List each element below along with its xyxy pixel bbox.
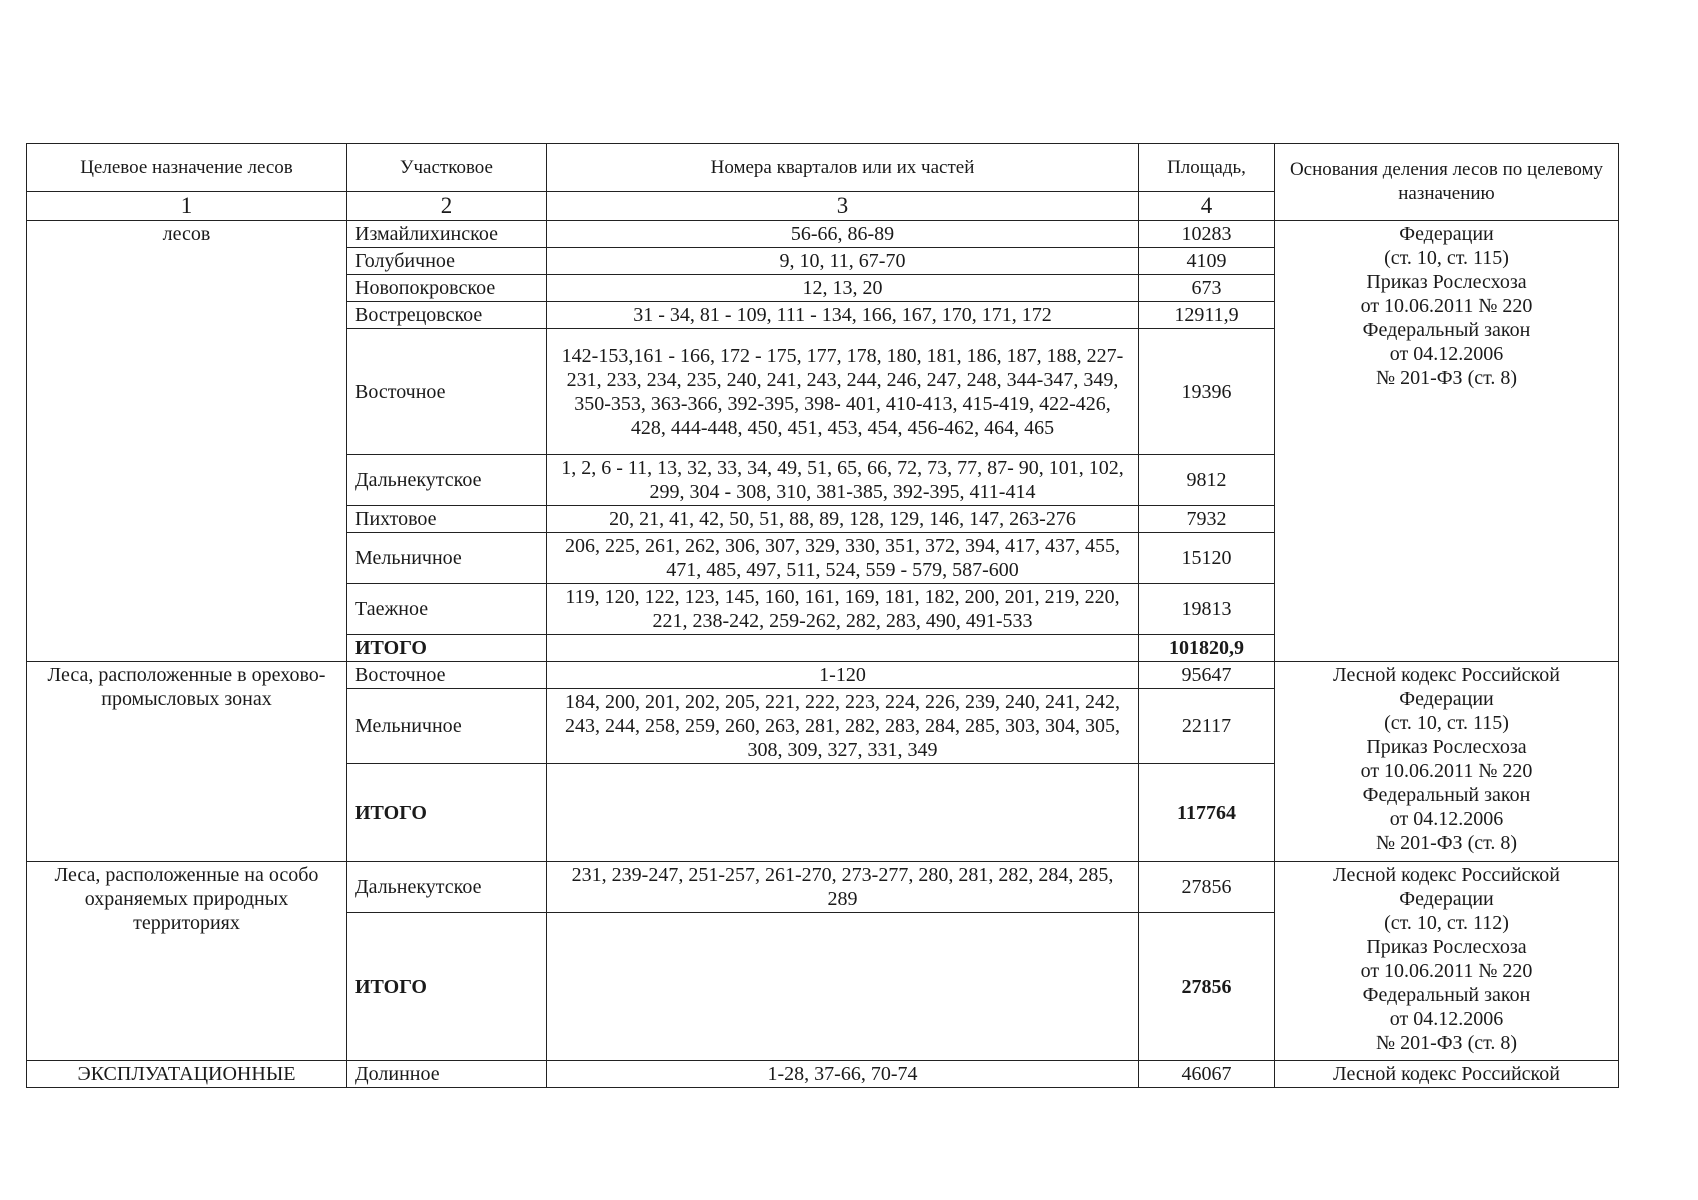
area-cell: 46067: [1139, 1061, 1275, 1088]
total-label: ИТОГО: [347, 913, 547, 1061]
basis-cell-3: [1275, 862, 1619, 1061]
total-label: ИТОГО: [347, 764, 547, 862]
quarters-cell: 20, 21, 41, 42, 50, 51, 88, 89, 128, 129, 146, 147, 263-276: [547, 506, 1139, 533]
table-row: [27, 221, 1619, 248]
total-area: 27856: [1139, 913, 1275, 1061]
column-number-4: 4: [1139, 192, 1275, 221]
area-cell: 15120: [1139, 533, 1275, 584]
basis-line: Федерации: [1399, 223, 1494, 245]
quarters-cell: 1-28, 37-66, 70-74: [547, 1061, 1139, 1088]
basis-cell-1: [1275, 221, 1619, 662]
basis-line: Федеральный закон: [1362, 784, 1531, 806]
quarters-cell: 1-120: [547, 662, 1139, 689]
district-cell: Мельничное: [347, 533, 547, 584]
basis-line: Приказ Рослесхоза: [1366, 271, 1527, 293]
basis-line: Федерации: [1399, 888, 1494, 910]
district-cell: Таежное: [347, 584, 547, 635]
district-cell: Новопокровское: [347, 275, 547, 302]
quarters-cell: 206, 225, 261, 262, 306, 307, 329, 330, 351, 372, 394, 417, 437, 455, 471, 485, 497, 511, 524, 559 - 579, 587-600: [547, 533, 1139, 584]
area-cell: 9812: [1139, 455, 1275, 506]
district-cell: Пихтовое: [347, 506, 547, 533]
header-purpose: Целевое назначение лесов: [27, 144, 347, 192]
total-area: 117764: [1139, 764, 1275, 862]
basis-line: от 10.06.2011 № 220: [1360, 295, 1533, 317]
basis-line: от 10.06.2011 № 220: [1360, 760, 1533, 782]
total-label: ИТОГО: [347, 635, 547, 662]
header-row: [27, 144, 1619, 192]
column-number-1: 1: [27, 192, 347, 221]
basis-cell-4: Лесной кодекс Российской: [1275, 1061, 1619, 1088]
basis-line: Приказ Рослесхоза: [1366, 736, 1527, 758]
header-area: Площадь,: [1139, 144, 1275, 192]
area-cell: 22117: [1139, 689, 1275, 764]
purpose-cell-4: ЭКСПЛУАТАЦИОННЫЕ: [27, 1061, 347, 1088]
area-cell: 19396: [1139, 329, 1275, 455]
district-cell: Восточное: [347, 329, 547, 455]
basis-line: (ст. 10, ст. 115): [1384, 712, 1509, 734]
basis-line: Лесной кодекс Российской: [1333, 664, 1560, 686]
table-row: [27, 1061, 1619, 1088]
basis-line: (ст. 10, ст. 112): [1384, 912, 1509, 934]
quarters-cell-empty: [547, 764, 1139, 862]
district-cell: Мельничное: [347, 689, 547, 764]
district-cell: Вострецовское: [347, 302, 547, 329]
basis-line: Федерации: [1399, 688, 1494, 710]
quarters-cell: 142-153,161 - 166, 172 - 175, 177, 178, 180, 181, 186, 187, 188, 227-231, 233, 234, 235, 240, 241, 243, 244, 246, 247, 248, 344-347, 349, 350-353, 363-366, 392-395, 398- 401, 410-413, 415-419, 422-426, 428, 444-448, 450, 451, 453, 454, 456-462, 464, 465: [547, 329, 1139, 455]
basis-line: от 04.12.2006: [1389, 808, 1504, 830]
basis-line: № 201-ФЗ (ст. 8): [1376, 367, 1517, 389]
basis-line: Федеральный закон: [1362, 319, 1531, 341]
district-cell: Голубичное: [347, 248, 547, 275]
basis-line: № 201-ФЗ (ст. 8): [1376, 1032, 1517, 1054]
district-cell: Измайлихинское: [347, 221, 547, 248]
area-cell: 7932: [1139, 506, 1275, 533]
purpose-cell-2: Леса, расположенные в орехово-промысловых зонах: [27, 662, 347, 862]
total-area: 101820,9: [1139, 635, 1275, 662]
quarters-cell: 1, 2, 6 - 11, 13, 32, 33, 34, 49, 51, 65, 66, 72, 73, 77, 87- 90, 101, 102, 299, 304 - 308, 310, 381-385, 392-395, 411-414: [547, 455, 1139, 506]
quarters-cell: 31 - 34, 81 - 109, 111 - 134, 166, 167, 170, 171, 172: [547, 302, 1139, 329]
quarters-cell: 9, 10, 11, 67-70: [547, 248, 1139, 275]
quarters-cell: 119, 120, 122, 123, 145, 160, 161, 169, 181, 182, 200, 201, 219, 220, 221, 238-242, 259-262, 282, 283, 490, 491-533: [547, 584, 1139, 635]
header-quarters: Номера кварталов или их частей: [547, 144, 1139, 192]
area-cell: 4109: [1139, 248, 1275, 275]
basis-line: от 04.12.2006: [1389, 343, 1504, 365]
basis-line: Приказ Рослесхоза: [1366, 936, 1527, 958]
area-cell: 673: [1139, 275, 1275, 302]
area-cell: 27856: [1139, 862, 1275, 913]
basis-line: (ст. 10, ст. 115): [1384, 247, 1509, 269]
area-cell: 10283: [1139, 221, 1275, 248]
forest-purpose-table: [26, 143, 1619, 1088]
quarters-cell: 56-66, 86-89: [547, 221, 1139, 248]
area-cell: 12911,9: [1139, 302, 1275, 329]
district-cell: Долинное: [347, 1061, 547, 1088]
purpose-cell-3: Леса, расположенные на особо охраняемых природных территориях: [27, 862, 347, 1061]
area-cell: 19813: [1139, 584, 1275, 635]
basis-line: от 10.06.2011 № 220: [1360, 960, 1533, 982]
column-number-2: 2: [347, 192, 547, 221]
basis-line: от 04.12.2006: [1389, 1008, 1504, 1030]
district-cell: Дальнекутское: [347, 862, 547, 913]
quarters-cell: 231, 239-247, 251-257, 261-270, 273-277, 280, 281, 282, 284, 285, 289: [547, 862, 1139, 913]
column-number-3: 3: [547, 192, 1139, 221]
purpose-cell-1: лесов: [27, 221, 347, 662]
table-row: [27, 662, 1619, 689]
area-cell: 95647: [1139, 662, 1275, 689]
district-cell: Восточное: [347, 662, 547, 689]
table-row: [27, 862, 1619, 913]
basis-line: Федеральный закон: [1362, 984, 1531, 1006]
basis-line: Лесной кодекс Российской: [1333, 864, 1560, 886]
district-cell: Дальнекутское: [347, 455, 547, 506]
basis-cell-2: [1275, 662, 1619, 862]
quarters-cell-empty: [547, 913, 1139, 1061]
quarters-cell: 12, 13, 20: [547, 275, 1139, 302]
header-district: Участковое: [347, 144, 547, 192]
quarters-cell: 184, 200, 201, 202, 205, 221, 222, 223, 224, 226, 239, 240, 241, 242, 243, 244, 258, 259, 260, 263, 281, 282, 283, 284, 285, 303, 304, 305, 308, 309, 327, 331, 349: [547, 689, 1139, 764]
header-basis: Основания деления лесов по целевому назначению: [1275, 144, 1619, 221]
basis-line: № 201-ФЗ (ст. 8): [1376, 832, 1517, 854]
quarters-cell-empty: [547, 635, 1139, 662]
